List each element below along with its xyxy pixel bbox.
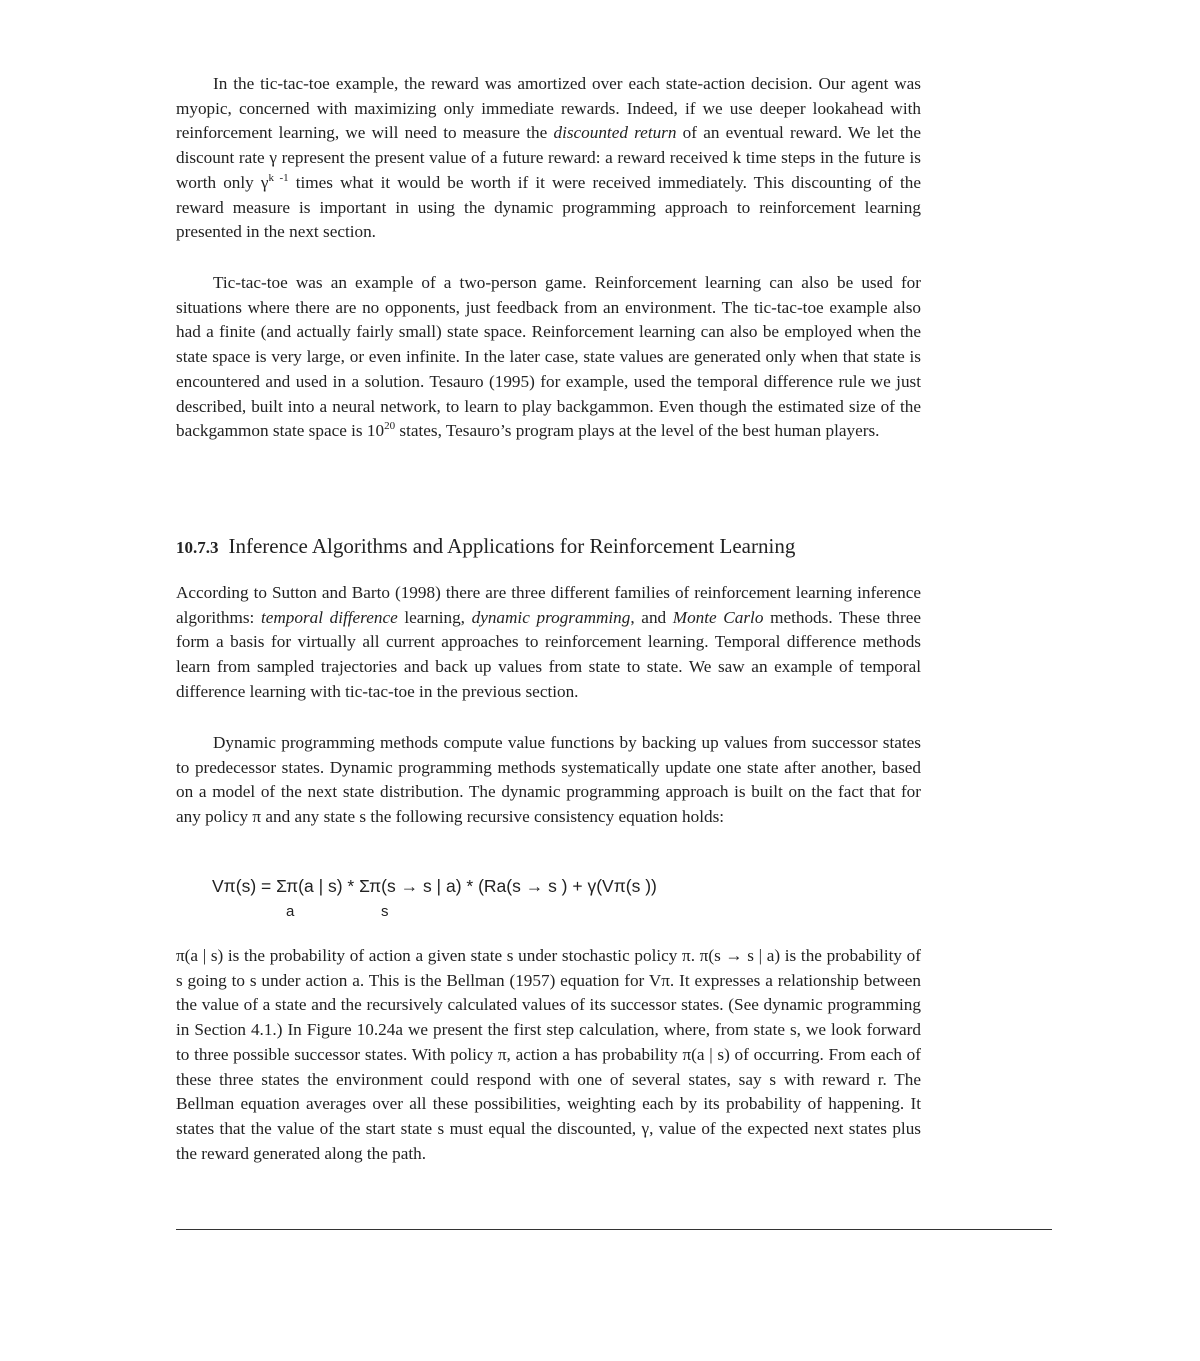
para2-text-2: states, Tesauro’s program plays at the level of the best human players. [395,421,880,441]
para4-text: Dynamic programming methods compute value functions by backing up values from successor states to predecessor states. Dynamic programming methods systematically update one state after another, based on a model of the next state distribution. The dynamic programming approach is built on the fact that for any policy π and any state s the following recursive consistency equation holds: [176,733,921,827]
para2-superscript: 20 [384,420,396,433]
paragraph-tic-tac-toe [176,271,921,444]
equation-subscript-a: a [286,903,295,920]
section-title: Inference Algorithms and Applications for Reinforcement Learning [228,534,796,558]
paragraph-bellman-explanation [176,944,921,1166]
para3-emphasis-2: dynamic programming [471,607,631,627]
para2-text-1: Tic-tac-toe was an example of a two-person game. Reinforcement learning can also be used for situations where there are no opponents, just feedback from an environment. The tic-tac-toe example also had a finite (and actually fairly small) state space. Reinforcement learning can also be employed when the state space is very large, or even infinite. In the later case, state values are generated only when that state is encountered and used in a solution. Tesauro (1995) for example, used the temporal difference rule we just described, built into a neural network, to learn to play backgammon. Even though the estimated size of the backgammon state space is 10 [176,273,921,441]
paragraph-discounted-return [176,72,921,245]
equation-subscript-s: s [381,903,389,920]
para3-text-4: methods. These three form a basis for virtually all current approaches to reinforcement learning. Temporal difference methods learn from sampled trajectories and back up values from state to state. We saw an example of temporal difference learning with tic-tac-toe in the previous section. [176,607,921,701]
para3-emphasis-3: Monte Carlo [672,607,764,627]
section-number: 10.7.3 [176,538,219,557]
para1-text-3: times what it would be worth if it were received immediately. This discounting of the reward measure is important in using the dynamic programming approach to reinforcement learning presented in the next section. [176,172,921,242]
para3-emphasis-1: temporal difference [260,607,398,627]
para1-text-2: of an eventual reward. We let the discount rate γ represent the present value of a future reward: a reward received k time steps in the future is worth only γ [176,123,921,192]
section-heading [176,532,921,562]
para3-text-2: learning, [397,607,472,627]
para3-text-1: According to Sutton and Barto (1998) there are three different families of reinforcement learning inference algorithms: [176,583,921,627]
page-divider [176,1229,1052,1230]
para5-text: π(a | s) is the probability of action a given state s under stochastic policy π. π(s → s | a) is the probability of s going to s under action a. This is the Bellman (1957) equation for Vπ. It expresses a relationship between the value of a state and the recursively calculated values of its successor states. (See dynamic programming in Section 4.1.) In Figure 10.24a we present the first step calculation, where, from state s, we look forward to three possible successor states. With policy π, action a has probability π(a | s) of occurring. From each of these three states the environment could respond with one of several states, say s with reward r. The Bellman equation averages over all these possibilities, weighting each by its probability of happening. It states that the value of the start state s must equal the discounted, γ, value of the expected next states plus the reward generated along the path. [176,946,921,1163]
paragraph-algorithm-families [176,581,921,705]
para1-superscript: k -1 [268,171,289,184]
para3-text-3: , and [630,607,673,627]
paragraph-dynamic-programming [176,731,921,830]
para1-text-1: In the tic-tac-toe example, the reward was amortized over each state-action decision. Our agent was myopic, concerned with maximizing only immediate rewards. Indeed, if we use deeper lookahead with reinforcement learning, we will need to measure the [176,74,921,143]
bellman-equation: Vπ(s) = Σπ(a | s) * Σπ(s → s | a) * (Ra(s → s ) + γ(Vπ(s )) [212,876,657,896]
para1-emphasis: discounted return [553,123,677,143]
